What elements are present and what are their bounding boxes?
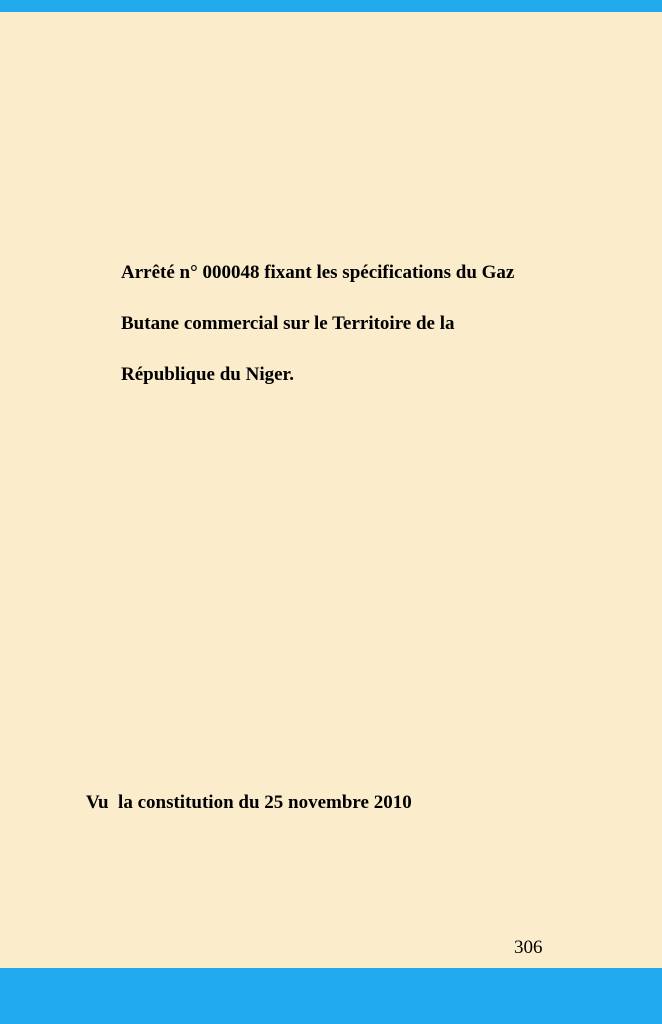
arrete-title — [121, 262, 601, 415]
title-line-3: République du Niger. — [121, 364, 294, 385]
title-line-1: Arrêté n° 000048 fixant les spécifications du Gaz — [121, 262, 515, 283]
bottom-color-bar — [0, 968, 662, 1024]
top-color-bar — [0, 0, 662, 12]
title-line-2: Butane commercial sur le Territoire de la — [121, 313, 455, 334]
page-number: 306 — [514, 937, 543, 958]
vu-constitution-line: Vu la constitution du 25 novembre 2010 — [86, 792, 412, 813]
